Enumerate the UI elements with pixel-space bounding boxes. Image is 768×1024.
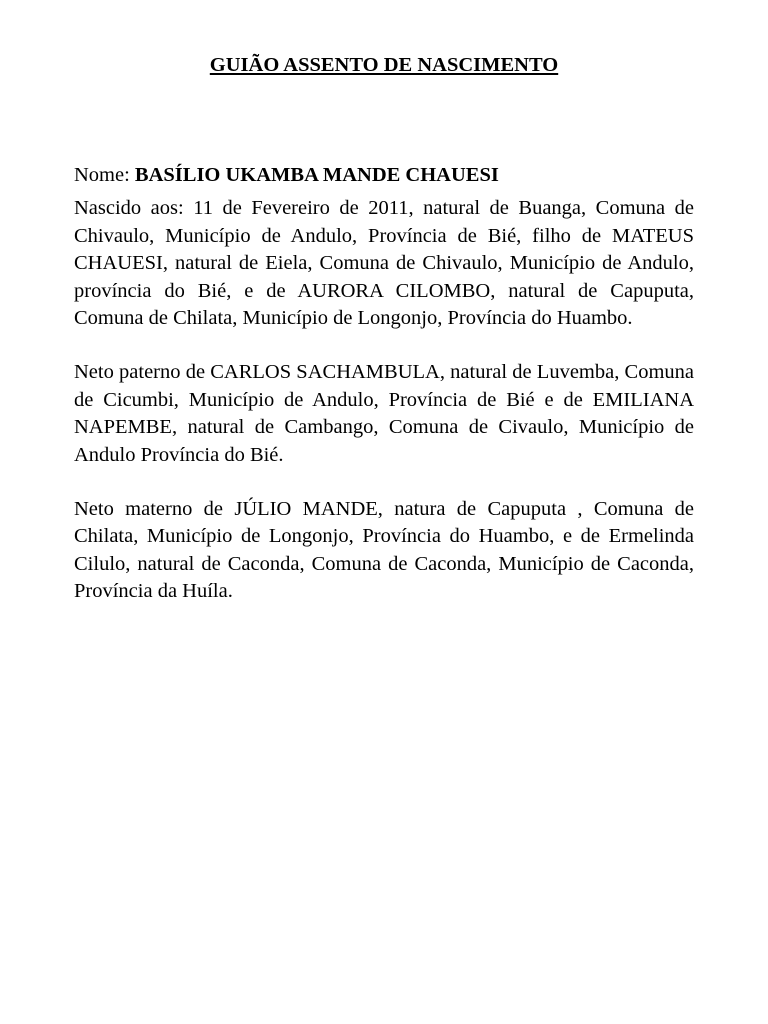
- birth-paragraph: Nascido aos: 11 de Fevereiro de 2011, natural de Buanga, Comuna de Chivaulo, Município de Andulo, Província de Bié, filho de MATEUS CHAUESI, natural de Eiela, Comuna de Chivaulo, Município de Andulo, província do Bié, e de AURORA CILOMBO, natural de Capuputa, Comuna de Chilata, Município de Longonjo, Província do Huambo.: [74, 197, 694, 330]
- document-title-text: GUIÃO ASSENTO DE NASCIMENTO: [209, 54, 559, 76]
- name-label: Nome:: [74, 164, 130, 186]
- paragraph-spacer: [74, 332, 694, 359]
- document-body: [74, 162, 694, 606]
- maternal-grandparents-paragraph: Neto materno de JÚLIO MANDE, natura de Capuputa , Comuna de Chilata, Município de Longonjo, Província do Huambo, e de Ermelinda Cilulo, natural de Caconda, Comuna de Caconda, Município de Caconda, Província da Huíla.: [74, 498, 694, 603]
- name-value: BASÍLIO UKAMBA MANDE CHAUESI: [134, 164, 499, 186]
- name-line: [74, 162, 694, 189]
- paragraph-spacer: [74, 469, 694, 496]
- paternal-grandparents-paragraph: Neto paterno de CARLOS SACHAMBULA, natural de Luvemba, Comuna de Cicumbi, Município de Andulo, Província de Bié e de EMILIANA NAPEMBE, natural de Cambango, Comuna de Civaulo, Município de Andulo Província do Bié.: [74, 361, 694, 466]
- document-title: [0, 51, 768, 79]
